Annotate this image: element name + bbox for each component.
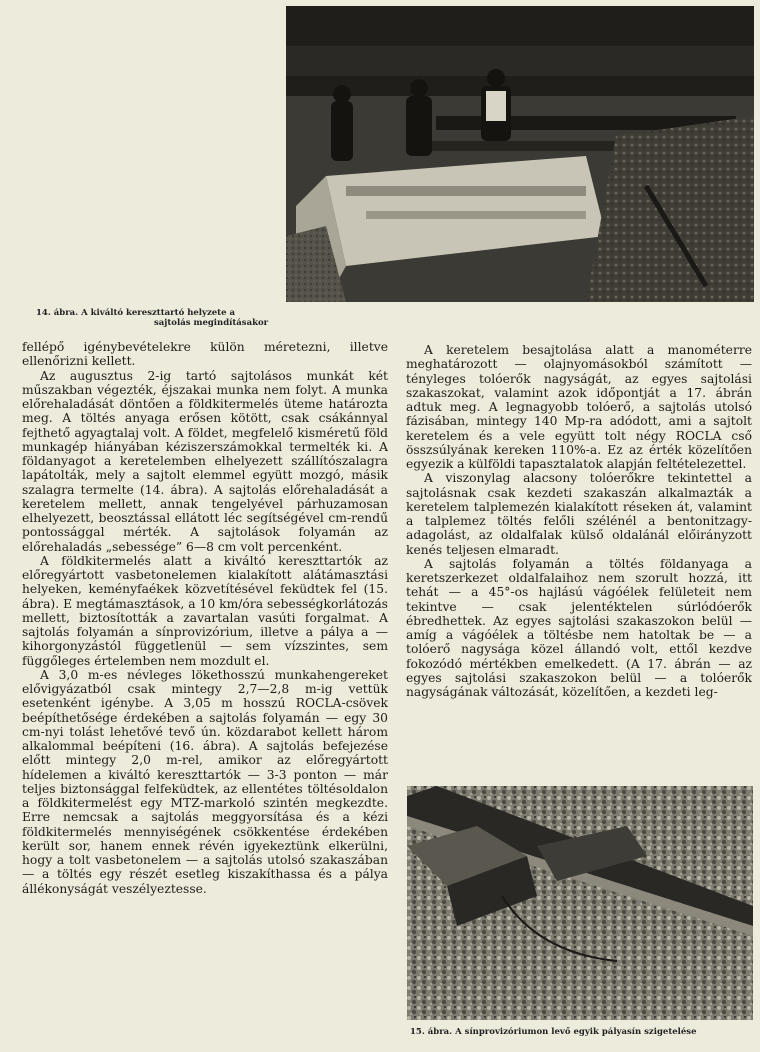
paragraph: A keretelem besajtolása alatt a manométerre meghatározott — olajnyomásokból számított — tényleges tolóerők nagyságát, az egyes sajtolási szakaszokat, valamint azok időpontját a 17. ábrán adtuk meg. A legnagyobb tolóerő, a sajtolás utolsó fázisában, mintegy 140 Mp-ra adódott, ami a sajtolt keretelem és a vele együtt tolt négy ROCLA cső összsúlyának kereken 110%-a. Ez az érték közelítően egyezik a külföldi tapasztalatok alapján feltételezettel. <box>406 343 752 471</box>
left-text-column <box>22 340 388 896</box>
figure-15-photo <box>407 786 753 1020</box>
figure-14-caption <box>36 308 280 328</box>
paragraph: fellépő igénybevételekre külön méretezni, illetve ellenőrizni kellett. <box>22 340 388 369</box>
figure-15-caption: 15. ábra. A sínprovizóriumon levő egyik pályasín szigetelése <box>410 1027 697 1037</box>
paragraph: A 3,0 m-es névleges lökethosszú munkahengereket elővigyázatból csak mintegy 2,7—2,8 m-ig vettük esetenként igénybe. A 3,05 m hosszú ROCLA-csövek beépíthetősége érdekében a sajtolás folyamán — egy 30 cm-nyi tolást lehetővé tevő ún. közdarabot kellett három alkalommal beépíteni (16. ábra). A sajtolás befejezése előtt mintegy 2,0 m-rel, amikor az előregyártott hídelemen a kiváltó kereszttartók — 3-3 ponton — már teljes biztonsággal felfeküdtek, az ellentétes töltésoldalon a földkitermelést egy MTZ-markoló szintén megkezdte. Erre nemcsak a sajtolás meggyorsítása és a kézi földkitermelés mennyiségének csökkentése érdekében került sor, hanem ennek révén igyekeztünk elkerülni, hogy a tolt vasbetonelem — a sajtolás utolsó szakaszában — a töltés egy részét esetleg kiszakíthassa és a pálya állékonyságát veszélyeztesse. <box>22 667 388 896</box>
paragraph: A földkitermelés alatt a kiváltó kereszttartók az előregyártott vasbetonelemen kialakított alátámasztási helyeken, keményfaékek közvetítésével feküdtek fel (15. ábra). E megtámasztások, a 10 km/óra sebességkorlátozás mellett, biztosították a zavartalan vasúti forgalmat. A sajtolás folyamán a sínprovizórium, illetve a pálya a — kihorgonyzástól függetlenül — sem vízszintes, sem függőleges értelemben nem mozdult el. <box>22 553 388 668</box>
paragraph: Az augusztus 2-ig tartó sajtolásos munkát két műszakban végezték, éjszakai munka nem folyt. A munka előrehaladását döntően a földkitermelés üteme határozta meg. A töltés anyaga erősen kötött, csak csákánnyal fejthető agyagtalaj volt. A földet, megfelelő kisméretű föld munkagép hiányában kéziszerszámokkal termelték ki. A földanyagot a keretelemben elhelyezett szállítószalagra lapátolták, mely a sajtolt elemmel együtt mozgó, másik szalagra termelte (14. ábra). A sajtolás előrehaladását a keretelem mellett, annak tengelyével párhuzamosan elhelyezett, beosztással ellátott léc segítségével cm-rendű pontossággal mérték. A sajtolások folyamán az előrehaladás „sebessége” 6—8 cm volt percenként. <box>22 368 388 554</box>
paragraph: A viszonylag alacsony tolóerőkre tekintettel a sajtolásnak csak kezdeti szakaszán alkalmazták a keretelem talplemezén kialakított réseken át, valamint a talplemez töltés felőli szélénél a bentonitzagy-adagolást, az oldalfalak külső oldalánál előirányzott kenés teljesen elmaradt. <box>406 471 752 557</box>
figure-14-caption-line1: 14. ábra. A kiváltó kereszttartó helyzete a <box>36 308 235 318</box>
figure-14-caption-line2: sajtolás megindításakor <box>154 318 269 328</box>
paragraph: A sajtolás folyamán a töltés földanyaga a keretszerkezet oldalfalaihoz nem szorult hozzá, itt tehát — a 45°-os hajlású vágóélek felületeit nem tekintve — csak jelentéktelen súrlódóerők ébredhettek. Az egyes sajtolási szakaszokon belül — amíg a vágóélek a töltésbe nem hatoltak be — a tolóerő nagysága közel állandó volt, ettől kezdve fokozódó mértékben emelkedett. (A 17. ábrán — az egyes sajtolási szakaszokon belül — a tolóerők nagyságának változását, közelítően, a kezdeti leg- <box>406 556 752 699</box>
right-text-column <box>406 343 752 699</box>
figure-14-photo <box>286 6 754 302</box>
